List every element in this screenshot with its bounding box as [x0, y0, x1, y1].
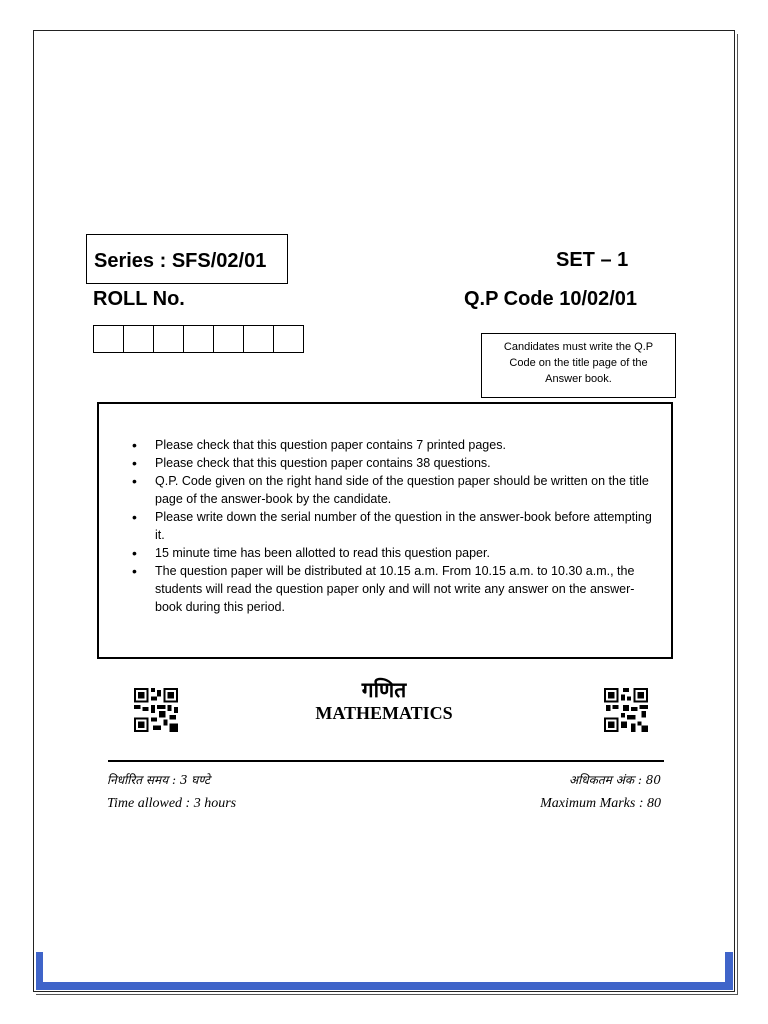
divider-rule	[108, 760, 664, 762]
set-label: SET – 1	[556, 249, 629, 271]
maximum-marks: Maximum Marks : 80	[540, 796, 661, 811]
blue-border-bottom	[36, 982, 733, 990]
time-allowed: Time allowed : 3 hours	[107, 796, 237, 811]
instruction-item: • Please check that this question paper contains 38 questions.	[129, 454, 659, 472]
roll-number-cell	[213, 325, 244, 353]
roll-number-cell	[93, 325, 124, 353]
qp-code-label: Q.P Code 10/02/01	[464, 288, 638, 310]
time-allowed-hindi: निर्धारित समय : 3 घण्टे	[107, 773, 211, 787]
roll-number-boxes	[93, 325, 303, 353]
roll-number-cell	[243, 325, 274, 353]
series-label: Series : SFS/02/01	[86, 234, 288, 284]
instruction-item: • The question paper will be distributed at 10.15 a.m. From 10.15 a.m. to 10.30 a.m., the students will read the question paper only and will not write any answer on the answer-book during this period.	[129, 562, 659, 616]
page-border-shadow-bottom	[36, 994, 738, 995]
maximum-marks-hindi: अधिकतम अंक : 80	[568, 773, 661, 787]
page-border-shadow-right	[737, 34, 738, 994]
roll-number-cell	[183, 325, 214, 353]
roll-number-cell	[273, 325, 304, 353]
instructions-box	[97, 402, 673, 659]
instruction-item: • 15 minute time has been allotted to read this question paper.	[129, 544, 659, 562]
instructions-list	[129, 436, 659, 616]
roll-number-cell	[123, 325, 154, 353]
subject-title-hindi: गणित	[361, 678, 407, 702]
instruction-item: • Please write down the serial number of the question in the answer-book before attempting it.	[129, 508, 659, 544]
roll-number-label: ROLL No.	[93, 288, 185, 310]
instruction-item: • Please check that this question paper contains 7 printed pages.	[129, 436, 659, 454]
subject-title-english: MATHEMATICS	[315, 703, 453, 723]
qp-code-note: Candidates must write the Q.P Code on the title page of the Answer book.	[481, 333, 676, 398]
instruction-item: • Q.P. Code given on the right hand side of the question paper should be written on the title page of the answer-book by the candidate.	[129, 472, 659, 508]
roll-number-cell	[153, 325, 184, 353]
